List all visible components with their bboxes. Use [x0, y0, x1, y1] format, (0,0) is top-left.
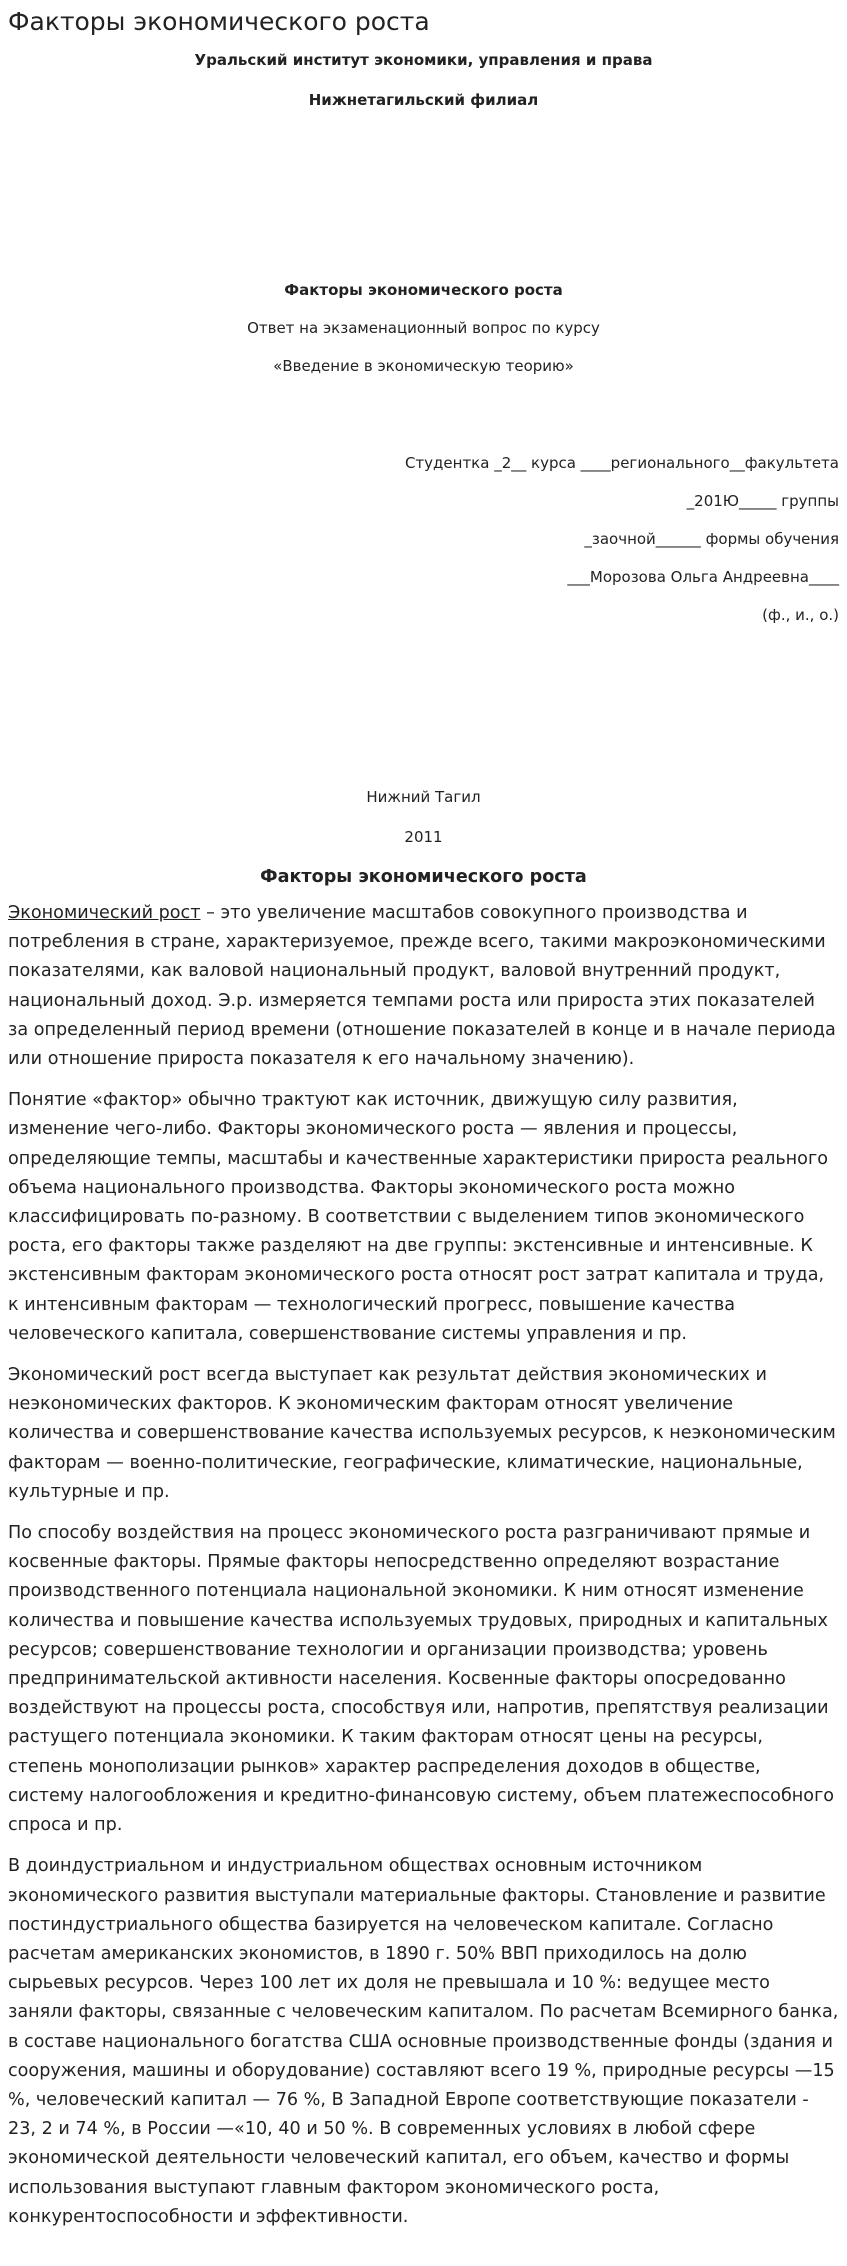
paragraph-3: Экономический рост всегда выступает как результат действия экономических и неэкономических факторов. К экономическим факторам относят увеличение количества и совершенствование качества используемых ресурсов, к неэкономическим факторам — военно-политические, географические, климатические, национальные, культурные и пр. [8, 1365, 836, 1502]
paragraph-4: По способу воздействия на процесс экономического роста разграничивают прямые и косвенные факторы. Прямые факторы непосредственно определяют возрастание производственного потенциала национальной экономики. К ним относят изменение количества и повышение качества используемых трудовых, природных и капитальных ресурсов; совершенствование технологии и организации производства; уровень предпринимательской активности населения. Косвенные факторы опосредованно воздействуют на процессы роста, способствуя или, напротив, препятствуя реализации растущего потенциала экономики. К таким факторам относят цены на ресурсы, степень монополизации рынков» характер распределения доходов в обществе, систему налогообложения и кредитно-финансовую систему, объем платежеспособного спроса и пр. [8, 1523, 835, 1836]
paragraph-2: Понятие «фактор» обычно трактуют как источник, движущую силу развития, изменение чего-либо. Факторы экономического роста — явления и процессы, определяющие темпы, масштабы и качественные характеристики прироста реального объема национального производства. Факторы экономического роста можно классифицировать по-разному. В соответствии с выделением типов экономического роста, его факторы также разделяют на две группы: экстенсивные и интенсивные. К экстенсивным факторам экономического роста относят рост затрат капитала и труда, к интенсивным факторам — технологический прогресс, повышение качества человеческого капитала, совершенствование системы управления и пр. [8, 1090, 828, 1344]
work-title: Факторы экономического роста [284, 281, 563, 299]
section-heading: Факторы экономического роста [260, 867, 587, 887]
branch-name: Нижнетагильский филиал [308, 91, 539, 109]
page-title: Факторы экономического роста [8, 7, 430, 36]
paragraph-1 [8, 899, 840, 1074]
student-line-3: _заочной______ формы обучения [584, 530, 839, 548]
answer-line: Ответ на экзаменационный вопрос по курсу [247, 319, 600, 337]
paragraph-5: В доиндустриальном и индустриальном обществах основным источником экономического развития выступали материальные факторы. Становление и развитие постиндустриального общества базируется на человеческом капитале. Согласно расчетам американских экономистов, в 1890 г. 50% ВВП приходилось на долю сырьевых ресурсов. Через 100 лет их доля не превышала и 10 %: ведущее место заняли факторы, связанные с человеческим капиталом. По расчетам Всемирного банка, в составе национального богатства США основные производственные фонды (здания и сооружения, машины и оборудование) составляют всего 19 %, природные ресурсы —15 %, человеческий капитал — 76 %, В Западной Европе соответствующие показатели - 23, 2 и 74 %, в России —«10, 40 и 50 %. В современных условиях в любой сфере экономической деятельности человеческий капитал, его объем, качество и формы использования выступают главным фактором экономического роста, конкурентоспособности и эффективности. [8, 1856, 839, 2227]
year: 2011 [404, 828, 443, 846]
city: Нижний Тагил [366, 788, 481, 806]
institute-name: Уральский институт экономики, управления и права [194, 51, 653, 69]
student-line-2: _201Ю_____ группы [686, 492, 839, 510]
course-line: «Введение в экономическую теорию» [273, 357, 574, 375]
student-name-caption: (ф., и., о.) [762, 606, 839, 624]
student-line-1: Студентка _2__ курса ____регионального__факультета [404, 454, 839, 472]
body-text [8, 899, 840, 2244]
student-name: ___Морозова Ольга Андреевна____ [567, 568, 839, 586]
term-economic-growth: Экономический рост [8, 903, 201, 923]
paragraph-1-text: – это увеличение масштабов совокупного производства и потребления в стране, характеризуемое, прежде всего, такими макроэкономическими показателями, как валовой национальный продукт, валовой внутренний продукт, национальный доход. Э.р. измеряется темпами роста или прироста этих показателей за определенный период времени (отношение показателей в конце и в начале периода или отношение прироста показателя к его начальному значению). [8, 903, 836, 1070]
